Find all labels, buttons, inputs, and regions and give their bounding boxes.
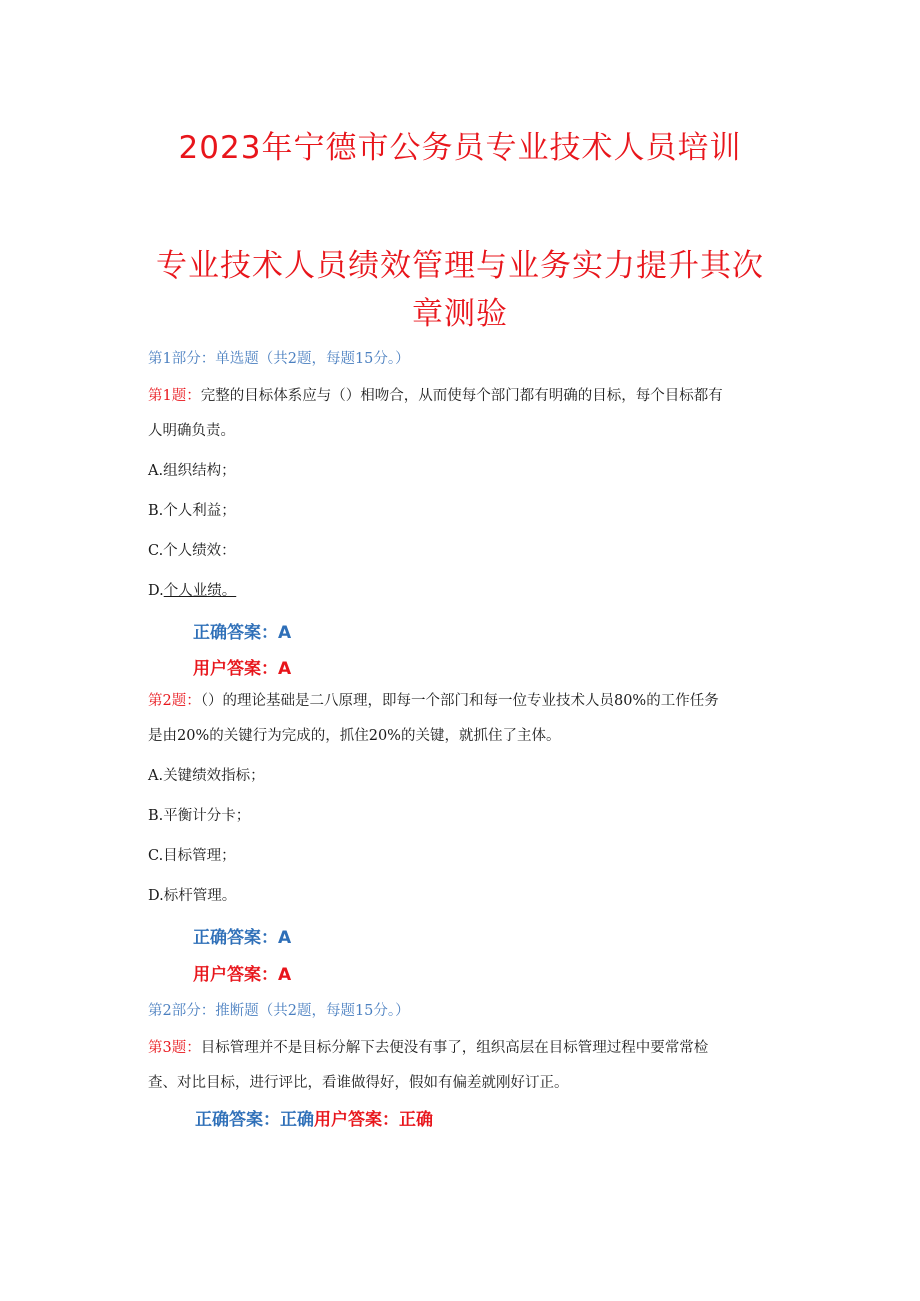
q2-option-d: D.标杆管理。 xyxy=(148,888,237,904)
q3-user-value: 正确 xyxy=(399,1110,433,1130)
q1-user-answer xyxy=(193,654,291,679)
q1-correct-answer xyxy=(193,618,291,643)
q2-option-a: A.关键绩效指标； xyxy=(148,768,265,784)
q3-stem: 目标管理并不是目标分解下去便没有事了，组织高层在目标管理过程中要常常检 xyxy=(200,1040,709,1056)
q1-option-d-text: 个人业绩。 xyxy=(163,583,237,599)
q1-correct-value: A xyxy=(278,623,292,643)
q2-text-line2: 是由20%的关键行为完成的，抓住20%的关键，就抓住了主体。 xyxy=(148,728,561,744)
q2-option-b: B.平衡计分卡； xyxy=(148,808,251,824)
q3-correct-label: 正确答案： xyxy=(195,1110,280,1130)
q2-user-label: 用户答案： xyxy=(193,965,278,985)
q2-user-value: A xyxy=(278,965,292,985)
q1-option-c: C.个人绩效： xyxy=(148,543,236,559)
part1-heading: 第1部分：单选题（共2题，每题15分。） xyxy=(148,351,410,367)
q2-correct-value: A xyxy=(278,928,292,948)
q1-label: 第1题： xyxy=(148,388,201,404)
q2-correct-answer xyxy=(193,923,291,948)
document-subtitle xyxy=(0,242,920,338)
q1-user-label: 用户答案： xyxy=(193,659,278,679)
q3-answers xyxy=(195,1105,433,1130)
subtitle-line-1: 专业技术人员绩效管理与业务实力提升其次 xyxy=(156,248,764,284)
q1-text-line1 xyxy=(148,384,723,405)
q2-label: 第2题： xyxy=(148,693,201,709)
q2-option-c: C.目标管理； xyxy=(148,848,236,864)
q1-option-a: A.组织结构； xyxy=(148,463,236,479)
q3-user-label: 用户答案： xyxy=(314,1110,399,1130)
q1-correct-label: 正确答案： xyxy=(193,623,278,643)
document-title: 2023年宁德市公务员专业技术人员培训 xyxy=(178,130,742,166)
q3-correct-value: 正确 xyxy=(280,1110,314,1130)
q2-correct-label: 正确答案： xyxy=(193,928,278,948)
q1-option-d-letter: D. xyxy=(148,583,164,599)
q1-stem: 完整的目标体系应与（）相吻合，从而使每个部门都有明确的目标，每个目标都有 xyxy=(200,388,723,404)
part2-heading: 第2部分：推断题（共2题，每题15分。） xyxy=(148,1003,410,1019)
q3-text-line1 xyxy=(148,1036,708,1057)
q2-text-line1 xyxy=(148,689,719,710)
q1-user-value: A xyxy=(278,659,292,679)
q2-user-answer xyxy=(193,960,291,985)
q1-option-d xyxy=(148,579,236,600)
q3-text-line2: 查、对比目标，进行评比，看谁做得好，假如有偏差就刚好订正。 xyxy=(148,1075,569,1091)
q1-option-b: B.个人利益； xyxy=(148,503,236,519)
subtitle-line-2: 章测验 xyxy=(412,296,508,332)
q2-stem: （）的理论基础是二八原理，即每一个部门和每一位专业技术人员80%的工作任务 xyxy=(200,693,719,709)
q3-label: 第3题： xyxy=(148,1040,201,1056)
q1-text-line2: 人明确负责。 xyxy=(148,423,235,439)
